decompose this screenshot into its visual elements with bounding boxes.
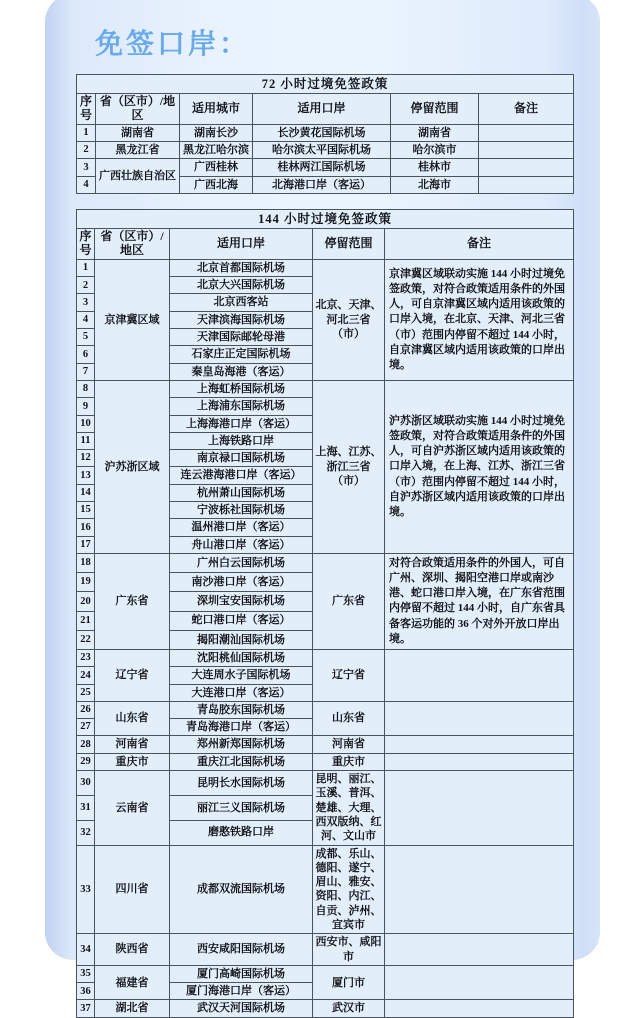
cell-city: 广西桂林 <box>180 159 253 176</box>
column-header: 适用口岸 <box>253 94 391 125</box>
cell-port: 上海虹桥国际机场 <box>170 380 313 397</box>
cell-remark <box>385 1000 574 1017</box>
cell-province: 重庆市 <box>95 753 170 770</box>
cell-remark <box>479 159 574 176</box>
cell-remark: 对符合政策适用条件的外国人，可自广州、深圳、揭阳空港口岸或南沙港、蛇口港口岸入境，在广东省范围内停留不超过 144 小时，自广东省具备客运功能的 36 个对外开放口岸出境。 <box>385 553 574 649</box>
table-row <box>77 649 574 666</box>
cell-stay: 北海市 <box>391 176 479 193</box>
table-row <box>77 259 574 276</box>
column-header: 省（区市）/地区 <box>96 94 180 125</box>
cell-port: 南沙港口岸（客运） <box>170 573 313 592</box>
cell-no: 36 <box>77 983 95 1000</box>
cell-province: 沪苏浙区域 <box>95 380 170 553</box>
card-inner <box>45 0 600 1018</box>
table-72h-policy <box>76 74 574 194</box>
cell-no: 34 <box>77 934 95 966</box>
cell-province: 河南省 <box>95 736 170 753</box>
column-header: 停留范围 <box>391 94 479 125</box>
cell-port: 天津滨海国际机场 <box>170 311 313 328</box>
cell-no: 28 <box>77 736 95 753</box>
cell-no: 17 <box>77 536 95 553</box>
cell-no: 7 <box>77 363 95 380</box>
cell-stay: 武汉市 <box>313 1000 385 1017</box>
page-title: 免签口岸： <box>95 28 251 59</box>
header-row <box>77 229 574 260</box>
table-row <box>77 845 574 934</box>
table-row <box>77 934 574 966</box>
cell-remark <box>479 176 574 193</box>
cell-port: 杭州萧山国际机场 <box>170 484 313 501</box>
cell-city: 广西北海 <box>180 176 253 193</box>
cell-province: 湖南省 <box>96 124 180 141</box>
cell-port: 北京大兴国际机场 <box>170 277 313 294</box>
cell-port: 北京西客站 <box>170 294 313 311</box>
cell-port: 北海港口岸（客运） <box>253 176 391 193</box>
cell-stay: 河南省 <box>313 736 385 753</box>
cell-no: 16 <box>77 519 95 536</box>
cell-no: 8 <box>77 380 95 397</box>
cell-port: 厦门高崎国际机场 <box>170 965 313 982</box>
cell-no: 4 <box>77 311 95 328</box>
cell-province: 四川省 <box>95 845 170 934</box>
cell-port: 成都双流国际机场 <box>170 845 313 934</box>
cell-port: 昆明长水国际机场 <box>170 771 313 796</box>
cell-port: 揭阳潮汕国际机场 <box>170 630 313 649</box>
cell-province: 湖北省 <box>95 1000 170 1017</box>
cell-stay: 广东省 <box>313 553 385 649</box>
table-row <box>77 142 574 159</box>
cell-province: 云南省 <box>95 771 170 845</box>
cell-no: 21 <box>77 611 95 630</box>
cell-no: 18 <box>77 553 95 572</box>
cell-province: 陕西省 <box>95 934 170 966</box>
table-row <box>77 380 574 397</box>
table-row <box>77 124 574 141</box>
table-row <box>77 965 574 982</box>
cell-port: 蛇口港口岸（客运） <box>170 611 313 630</box>
cell-port: 桂林两江国际机场 <box>253 159 391 176</box>
cell-port: 西安咸阳国际机场 <box>170 934 313 966</box>
cell-no: 37 <box>77 1000 95 1017</box>
cell-stay: 桂林市 <box>391 159 479 176</box>
cell-stay: 西安市、咸阳市 <box>313 934 385 966</box>
cell-no: 13 <box>77 467 95 484</box>
cell-no: 10 <box>77 415 95 432</box>
cell-port: 舟山港口岸（客运） <box>170 536 313 553</box>
cell-stay: 上海、江苏、浙江三省（市） <box>313 380 385 553</box>
cell-port: 青岛海港口岸（客运） <box>170 719 313 736</box>
cell-port: 丽江三义国际机场 <box>170 795 313 820</box>
cell-remark <box>385 736 574 753</box>
cell-no: 11 <box>77 432 95 449</box>
cell-port: 温州港口岸（客运） <box>170 519 313 536</box>
cell-no: 29 <box>77 753 95 770</box>
cell-stay: 山东省 <box>313 701 385 736</box>
cell-port: 武汉天河国际机场 <box>170 1000 313 1017</box>
cell-port: 沈阳桃仙国际机场 <box>170 649 313 666</box>
cell-city: 湖南长沙 <box>180 124 253 141</box>
cell-stay: 北京、天津、河北三省（市） <box>313 259 385 380</box>
cell-remark <box>385 934 574 966</box>
table-row <box>77 553 574 572</box>
cell-port: 深圳宝安国际机场 <box>170 592 313 611</box>
cell-no: 35 <box>77 965 95 982</box>
cell-stay: 重庆市 <box>313 753 385 770</box>
table-144h-policy <box>76 209 574 1018</box>
cell-port: 磨憨铁路口岸 <box>170 820 313 845</box>
cell-port: 厦门海港口岸（客运） <box>170 983 313 1000</box>
cell-province: 黑龙江省 <box>96 142 180 159</box>
table-row <box>77 1000 574 1017</box>
cell-stay: 哈尔滨市 <box>391 142 479 159</box>
cell-no: 31 <box>77 795 95 820</box>
cell-no: 9 <box>77 398 95 415</box>
cell-port: 广州白云国际机场 <box>170 553 313 572</box>
cell-port: 大连周水子国际机场 <box>170 667 313 684</box>
cell-remark: 沪苏浙区域联动实施 144 小时过境免签政策，对符合政策适用条件的外国人，可自沪苏浙区域内适用该政策的口岸入境，在上海、江苏、浙江三省（市）范围内停留不超过 144 小时，自沪苏浙区域内适用该政策的口岸出境。 <box>385 380 574 553</box>
column-header: 备注 <box>479 94 574 125</box>
header-row <box>77 94 574 125</box>
cell-stay: 昆明、丽江、玉溪、普洱、楚雄、大理、西双版纳、红河、文山市 <box>313 771 385 845</box>
cell-no: 30 <box>77 771 95 796</box>
cell-port: 秦皇岛海港（客运） <box>170 363 313 380</box>
cell-port: 长沙黄花国际机场 <box>253 124 391 141</box>
cell-stay: 辽宁省 <box>313 649 385 701</box>
cell-remark <box>385 753 574 770</box>
cell-no: 1 <box>77 259 95 276</box>
table-row <box>77 701 574 718</box>
column-header: 适用城市 <box>180 94 253 125</box>
cell-remark <box>385 701 574 736</box>
cell-no: 6 <box>77 346 95 363</box>
cell-no: 26 <box>77 701 95 718</box>
column-header: 序号 <box>77 229 95 260</box>
column-header: 省（区市）/地区 <box>95 229 170 260</box>
cell-no: 1 <box>77 124 96 141</box>
cell-no: 25 <box>77 684 95 701</box>
table-title: 144 小时过境免签政策 <box>77 210 574 229</box>
cell-stay: 成都、乐山、德阳、遂宁、眉山、雅安、资阳、内江、自贡、泸州、宜宾市 <box>313 845 385 934</box>
cell-no: 12 <box>77 450 95 467</box>
cell-port: 连云港海港口岸（客运） <box>170 467 313 484</box>
table-row <box>77 159 574 176</box>
table-title-row <box>77 210 574 229</box>
cell-no: 14 <box>77 484 95 501</box>
cell-no: 32 <box>77 820 95 845</box>
cell-province: 广东省 <box>95 553 170 649</box>
cell-remark <box>479 142 574 159</box>
cell-no: 20 <box>77 592 95 611</box>
cell-port: 大连港口岸（客运） <box>170 684 313 701</box>
cell-port: 上海浦东国际机场 <box>170 398 313 415</box>
cell-remark <box>479 124 574 141</box>
table-row <box>77 771 574 796</box>
content-card <box>45 0 600 1015</box>
table-title-row <box>77 75 574 94</box>
cell-port: 石家庄正定国际机场 <box>170 346 313 363</box>
cell-no: 33 <box>77 845 95 934</box>
cell-port: 天津国际邮轮母港 <box>170 329 313 346</box>
cell-remark <box>385 965 574 1000</box>
cell-no: 4 <box>77 176 96 193</box>
table-row <box>77 736 574 753</box>
cell-port: 北京首都国际机场 <box>170 259 313 276</box>
cell-province: 京津冀区域 <box>95 259 170 380</box>
cell-no: 5 <box>77 329 95 346</box>
cell-port: 宁波栎社国际机场 <box>170 502 313 519</box>
cell-port: 南京禄口国际机场 <box>170 450 313 467</box>
table-72h-body <box>77 75 574 194</box>
cell-no: 2 <box>77 277 95 294</box>
table-title: 72 小时过境免签政策 <box>77 75 574 94</box>
cell-port: 青岛胶东国际机场 <box>170 701 313 718</box>
cell-port: 重庆江北国际机场 <box>170 753 313 770</box>
cell-stay: 湖南省 <box>391 124 479 141</box>
cell-port: 上海铁路口岸 <box>170 432 313 449</box>
cell-province: 广西壮族自治区 <box>96 159 180 194</box>
cell-province: 福建省 <box>95 965 170 1000</box>
cell-remark <box>385 845 574 934</box>
cell-stay: 厦门市 <box>313 965 385 1000</box>
cell-remark: 京津冀区域联动实施 144 小时过境免签政策，对符合政策适用条件的外国人，可自京津冀区域内适用该政策的口岸入境，在北京、天津、河北三省（市）范围内停留不超过 144 小时，自京津冀区域内适用该政策的口岸出境。 <box>385 259 574 380</box>
cell-province: 山东省 <box>95 701 170 736</box>
cell-city: 黑龙江哈尔滨 <box>180 142 253 159</box>
cell-no: 24 <box>77 667 95 684</box>
cell-no: 3 <box>77 159 96 176</box>
column-header: 停留范围 <box>313 229 385 260</box>
column-header: 序号 <box>77 94 96 125</box>
table-144h-body <box>77 210 574 1018</box>
cell-port: 哈尔滨太平国际机场 <box>253 142 391 159</box>
cell-no: 2 <box>77 142 96 159</box>
cell-no: 3 <box>77 294 95 311</box>
column-header: 适用口岸 <box>170 229 313 260</box>
cell-no: 19 <box>77 573 95 592</box>
cell-port: 郑州新郑国际机场 <box>170 736 313 753</box>
cell-no: 22 <box>77 630 95 649</box>
cell-no: 15 <box>77 502 95 519</box>
cell-port: 上海海港口岸（客运） <box>170 415 313 432</box>
cell-no: 23 <box>77 649 95 666</box>
cell-province: 辽宁省 <box>95 649 170 701</box>
column-header: 备注 <box>385 229 574 260</box>
table-row <box>77 753 574 770</box>
cell-no: 27 <box>77 719 95 736</box>
cell-remark <box>385 771 574 845</box>
cell-remark <box>385 649 574 701</box>
